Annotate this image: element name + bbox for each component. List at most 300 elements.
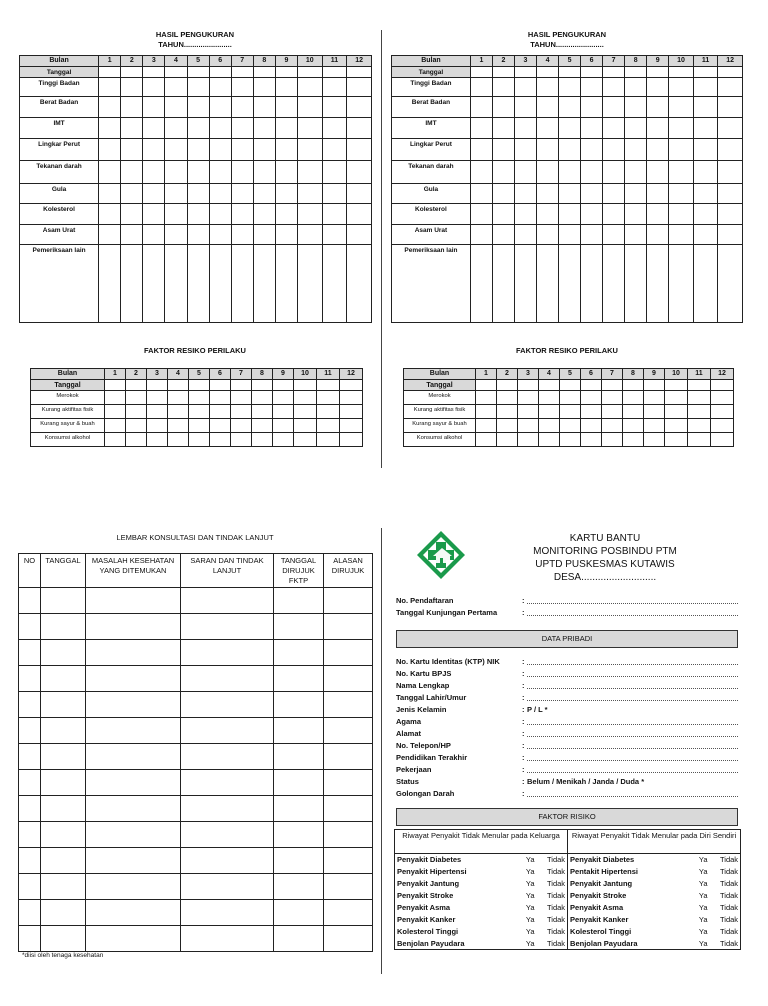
entry-cell[interactable] (324, 770, 373, 796)
entry-cell[interactable] (19, 822, 41, 848)
tidak-option[interactable]: Tidak (720, 915, 739, 924)
entry-cell[interactable] (19, 926, 41, 952)
entry-cell[interactable] (297, 245, 322, 323)
entry-cell[interactable] (470, 78, 492, 97)
entry-cell[interactable] (688, 405, 711, 419)
entry-cell[interactable] (189, 405, 210, 419)
entry-cell[interactable] (603, 161, 625, 184)
entry-cell[interactable] (347, 97, 372, 118)
entry-cell[interactable] (492, 204, 514, 225)
entry-cell[interactable] (181, 718, 274, 744)
entry-cell[interactable] (581, 67, 603, 78)
ya-option[interactable]: Ya (525, 879, 535, 888)
field-blank[interactable] (527, 676, 738, 677)
entry-cell[interactable] (623, 391, 644, 405)
ya-option[interactable]: Ya (698, 867, 708, 876)
entry-cell[interactable] (324, 640, 373, 666)
entry-cell[interactable] (252, 380, 273, 391)
entry-cell[interactable] (86, 848, 181, 874)
entry-cell[interactable] (602, 419, 623, 433)
entry-cell[interactable] (581, 97, 603, 118)
entry-cell[interactable] (273, 380, 294, 391)
ya-option[interactable]: Ya (698, 903, 708, 912)
entry-cell[interactable] (718, 67, 743, 78)
entry-cell[interactable] (274, 900, 324, 926)
entry-cell[interactable] (470, 97, 492, 118)
entry-cell[interactable] (253, 204, 275, 225)
entry-cell[interactable] (322, 204, 347, 225)
entry-cell[interactable] (143, 161, 165, 184)
entry-cell[interactable] (41, 692, 86, 718)
entry-cell[interactable] (274, 744, 324, 770)
entry-cell[interactable] (559, 118, 581, 139)
tidak-option[interactable]: Tidak (720, 903, 739, 912)
entry-cell[interactable] (581, 161, 603, 184)
entry-cell[interactable] (41, 666, 86, 692)
entry-cell[interactable] (317, 380, 340, 391)
field-blank[interactable] (527, 772, 738, 773)
entry-cell[interactable] (252, 391, 273, 405)
entry-cell[interactable] (253, 78, 275, 97)
entry-cell[interactable] (518, 405, 539, 419)
entry-cell[interactable] (518, 391, 539, 405)
entry-cell[interactable] (537, 78, 559, 97)
entry-cell[interactable] (324, 666, 373, 692)
entry-cell[interactable] (476, 391, 497, 405)
field-blank[interactable] (527, 700, 738, 701)
entry-cell[interactable] (537, 245, 559, 323)
entry-cell[interactable] (623, 419, 644, 433)
entry-cell[interactable] (99, 204, 121, 225)
entry-cell[interactable] (603, 67, 625, 78)
entry-cell[interactable] (644, 380, 665, 391)
entry-cell[interactable] (688, 419, 711, 433)
entry-cell[interactable] (718, 139, 743, 161)
tidak-option[interactable]: Tidak (720, 879, 739, 888)
entry-cell[interactable] (581, 225, 603, 245)
entry-cell[interactable] (294, 419, 317, 433)
entry-cell[interactable] (492, 118, 514, 139)
entry-cell[interactable] (19, 874, 41, 900)
entry-cell[interactable] (168, 419, 189, 433)
entry-cell[interactable] (340, 405, 363, 419)
entry-cell[interactable] (340, 433, 363, 447)
entry-cell[interactable] (297, 78, 322, 97)
entry-cell[interactable] (559, 225, 581, 245)
field-blank[interactable] (527, 736, 738, 737)
entry-cell[interactable] (41, 770, 86, 796)
entry-cell[interactable] (253, 245, 275, 323)
entry-cell[interactable] (86, 770, 181, 796)
entry-cell[interactable] (625, 78, 647, 97)
entry-cell[interactable] (625, 204, 647, 225)
entry-cell[interactable] (470, 204, 492, 225)
entry-cell[interactable] (121, 78, 143, 97)
entry-cell[interactable] (539, 380, 560, 391)
entry-cell[interactable] (602, 433, 623, 447)
entry-cell[interactable] (623, 405, 644, 419)
entry-cell[interactable] (560, 433, 581, 447)
entry-cell[interactable] (274, 874, 324, 900)
entry-cell[interactable] (294, 391, 317, 405)
entry-cell[interactable] (41, 900, 86, 926)
entry-cell[interactable] (19, 640, 41, 666)
entry-cell[interactable] (688, 433, 711, 447)
entry-cell[interactable] (121, 97, 143, 118)
ya-option[interactable]: Ya (525, 867, 535, 876)
entry-cell[interactable] (581, 139, 603, 161)
entry-cell[interactable] (324, 874, 373, 900)
entry-cell[interactable] (665, 419, 688, 433)
entry-cell[interactable] (322, 225, 347, 245)
entry-cell[interactable] (497, 405, 518, 419)
entry-cell[interactable] (518, 419, 539, 433)
entry-cell[interactable] (274, 848, 324, 874)
entry-cell[interactable] (181, 822, 274, 848)
entry-cell[interactable] (165, 245, 187, 323)
entry-cell[interactable] (297, 139, 322, 161)
entry-cell[interactable] (693, 184, 718, 204)
entry-cell[interactable] (273, 391, 294, 405)
entry-cell[interactable] (165, 118, 187, 139)
entry-cell[interactable] (181, 874, 274, 900)
entry-cell[interactable] (99, 161, 121, 184)
entry-cell[interactable] (602, 391, 623, 405)
entry-cell[interactable] (181, 926, 274, 952)
entry-cell[interactable] (324, 900, 373, 926)
entry-cell[interactable] (623, 433, 644, 447)
entry-cell[interactable] (86, 666, 181, 692)
entry-cell[interactable] (187, 161, 209, 184)
entry-cell[interactable] (187, 67, 209, 78)
entry-cell[interactable] (209, 139, 231, 161)
entry-cell[interactable] (210, 391, 231, 405)
entry-cell[interactable] (41, 588, 86, 614)
entry-cell[interactable] (581, 204, 603, 225)
entry-cell[interactable] (492, 67, 514, 78)
entry-cell[interactable] (324, 822, 373, 848)
entry-cell[interactable] (581, 419, 602, 433)
entry-cell[interactable] (41, 848, 86, 874)
entry-cell[interactable] (181, 588, 274, 614)
entry-cell[interactable] (317, 405, 340, 419)
field-blank[interactable] (527, 760, 738, 761)
entry-cell[interactable] (625, 184, 647, 204)
entry-cell[interactable] (274, 718, 324, 744)
ya-option[interactable]: Ya (525, 855, 535, 865)
entry-cell[interactable] (297, 184, 322, 204)
entry-cell[interactable] (625, 225, 647, 245)
entry-cell[interactable] (99, 225, 121, 245)
entry-cell[interactable] (693, 139, 718, 161)
entry-cell[interactable] (581, 380, 602, 391)
entry-cell[interactable] (297, 225, 322, 245)
entry-cell[interactable] (275, 118, 297, 139)
entry-cell[interactable] (99, 139, 121, 161)
entry-cell[interactable] (105, 405, 126, 419)
entry-cell[interactable] (470, 245, 492, 323)
field-blank[interactable] (527, 748, 738, 749)
tidak-option[interactable]: Tidak (720, 891, 739, 900)
entry-cell[interactable] (274, 770, 324, 796)
entry-cell[interactable] (86, 718, 181, 744)
entry-cell[interactable] (168, 380, 189, 391)
entry-cell[interactable] (86, 822, 181, 848)
entry-cell[interactable] (181, 770, 274, 796)
entry-cell[interactable] (669, 225, 694, 245)
entry-cell[interactable] (665, 433, 688, 447)
entry-cell[interactable] (711, 391, 734, 405)
entry-cell[interactable] (470, 184, 492, 204)
entry-cell[interactable] (669, 78, 694, 97)
entry-cell[interactable] (711, 405, 734, 419)
entry-cell[interactable] (693, 225, 718, 245)
entry-cell[interactable] (126, 433, 147, 447)
entry-cell[interactable] (86, 926, 181, 952)
entry-cell[interactable] (322, 67, 347, 78)
entry-cell[interactable] (143, 204, 165, 225)
entry-cell[interactable] (231, 161, 253, 184)
entry-cell[interactable] (718, 225, 743, 245)
entry-cell[interactable] (647, 245, 669, 323)
entry-cell[interactable] (168, 433, 189, 447)
entry-cell[interactable] (603, 225, 625, 245)
entry-cell[interactable] (231, 78, 253, 97)
entry-cell[interactable] (86, 588, 181, 614)
entry-cell[interactable] (514, 118, 536, 139)
entry-cell[interactable] (324, 692, 373, 718)
entry-cell[interactable] (322, 97, 347, 118)
entry-cell[interactable] (210, 405, 231, 419)
ya-option[interactable]: Ya (698, 879, 708, 888)
entry-cell[interactable] (693, 161, 718, 184)
entry-cell[interactable] (340, 391, 363, 405)
entry-cell[interactable] (322, 184, 347, 204)
entry-cell[interactable] (603, 245, 625, 323)
entry-cell[interactable] (19, 692, 41, 718)
entry-cell[interactable] (317, 419, 340, 433)
entry-cell[interactable] (231, 225, 253, 245)
entry-cell[interactable] (297, 204, 322, 225)
entry-cell[interactable] (147, 405, 168, 419)
entry-cell[interactable] (581, 405, 602, 419)
entry-cell[interactable] (19, 744, 41, 770)
entry-cell[interactable] (209, 78, 231, 97)
entry-cell[interactable] (492, 78, 514, 97)
entry-cell[interactable] (497, 433, 518, 447)
entry-cell[interactable] (603, 204, 625, 225)
entry-cell[interactable] (126, 380, 147, 391)
entry-cell[interactable] (324, 796, 373, 822)
entry-cell[interactable] (168, 391, 189, 405)
entry-cell[interactable] (189, 419, 210, 433)
entry-cell[interactable] (19, 614, 41, 640)
entry-cell[interactable] (121, 118, 143, 139)
ya-option[interactable]: Ya (525, 915, 535, 924)
entry-cell[interactable] (105, 380, 126, 391)
entry-cell[interactable] (126, 419, 147, 433)
entry-cell[interactable] (669, 97, 694, 118)
entry-cell[interactable] (711, 433, 734, 447)
entry-cell[interactable] (252, 405, 273, 419)
entry-cell[interactable] (718, 78, 743, 97)
entry-cell[interactable] (669, 161, 694, 184)
entry-cell[interactable] (647, 97, 669, 118)
entry-cell[interactable] (121, 245, 143, 323)
entry-cell[interactable] (324, 744, 373, 770)
entry-cell[interactable] (514, 67, 536, 78)
entry-cell[interactable] (209, 204, 231, 225)
entry-cell[interactable] (253, 139, 275, 161)
entry-cell[interactable] (718, 245, 743, 323)
entry-cell[interactable] (274, 822, 324, 848)
entry-cell[interactable] (718, 161, 743, 184)
entry-cell[interactable] (165, 225, 187, 245)
entry-cell[interactable] (231, 405, 252, 419)
entry-cell[interactable] (470, 161, 492, 184)
entry-cell[interactable] (19, 718, 41, 744)
entry-cell[interactable] (147, 391, 168, 405)
entry-cell[interactable] (274, 692, 324, 718)
entry-cell[interactable] (665, 405, 688, 419)
entry-cell[interactable] (143, 67, 165, 78)
entry-cell[interactable] (711, 380, 734, 391)
entry-cell[interactable] (19, 588, 41, 614)
tidak-option[interactable]: Tidak (720, 867, 739, 876)
entry-cell[interactable] (121, 161, 143, 184)
entry-cell[interactable] (275, 245, 297, 323)
entry-cell[interactable] (539, 405, 560, 419)
entry-cell[interactable] (294, 433, 317, 447)
entry-cell[interactable] (126, 391, 147, 405)
entry-cell[interactable] (147, 419, 168, 433)
entry-cell[interactable] (99, 97, 121, 118)
entry-cell[interactable] (537, 184, 559, 204)
entry-cell[interactable] (105, 391, 126, 405)
entry-cell[interactable] (121, 67, 143, 78)
entry-cell[interactable] (625, 139, 647, 161)
entry-cell[interactable] (347, 118, 372, 139)
entry-cell[interactable] (322, 245, 347, 323)
entry-cell[interactable] (560, 419, 581, 433)
entry-cell[interactable] (623, 380, 644, 391)
entry-cell[interactable] (147, 433, 168, 447)
field-blank[interactable] (527, 664, 738, 665)
entry-cell[interactable] (644, 405, 665, 419)
entry-cell[interactable] (492, 245, 514, 323)
entry-cell[interactable] (324, 848, 373, 874)
entry-cell[interactable] (317, 433, 340, 447)
ya-option[interactable]: Ya (698, 915, 708, 924)
entry-cell[interactable] (252, 433, 273, 447)
entry-cell[interactable] (688, 391, 711, 405)
entry-cell[interactable] (347, 139, 372, 161)
entry-cell[interactable] (19, 848, 41, 874)
entry-cell[interactable] (322, 139, 347, 161)
entry-cell[interactable] (514, 97, 536, 118)
entry-cell[interactable] (147, 380, 168, 391)
tidak-option[interactable]: Tidak (537, 878, 568, 890)
entry-cell[interactable] (253, 225, 275, 245)
entry-cell[interactable] (347, 225, 372, 245)
entry-cell[interactable] (274, 640, 324, 666)
tidak-option[interactable]: Tidak (537, 854, 568, 866)
ya-option[interactable]: Ya (698, 891, 708, 900)
entry-cell[interactable] (322, 78, 347, 97)
entry-cell[interactable] (126, 405, 147, 419)
entry-cell[interactable] (181, 640, 274, 666)
entry-cell[interactable] (693, 245, 718, 323)
entry-cell[interactable] (470, 139, 492, 161)
entry-cell[interactable] (231, 118, 253, 139)
entry-cell[interactable] (539, 391, 560, 405)
entry-cell[interactable] (274, 614, 324, 640)
ya-option[interactable]: Ya (698, 855, 708, 865)
entry-cell[interactable] (189, 380, 210, 391)
entry-cell[interactable] (603, 118, 625, 139)
entry-cell[interactable] (581, 245, 603, 323)
entry-cell[interactable] (497, 391, 518, 405)
entry-cell[interactable] (603, 184, 625, 204)
entry-cell[interactable] (273, 433, 294, 447)
entry-cell[interactable] (669, 139, 694, 161)
entry-cell[interactable] (143, 245, 165, 323)
entry-cell[interactable] (470, 118, 492, 139)
entry-cell[interactable] (253, 67, 275, 78)
entry-cell[interactable] (324, 718, 373, 744)
ya-option[interactable]: Ya (698, 927, 708, 936)
entry-cell[interactable] (19, 666, 41, 692)
entry-cell[interactable] (187, 184, 209, 204)
entry-cell[interactable] (165, 139, 187, 161)
entry-cell[interactable] (297, 67, 322, 78)
entry-cell[interactable] (143, 118, 165, 139)
entry-cell[interactable] (625, 97, 647, 118)
entry-cell[interactable] (669, 245, 694, 323)
entry-cell[interactable] (537, 225, 559, 245)
entry-cell[interactable] (514, 161, 536, 184)
entry-cell[interactable] (294, 405, 317, 419)
entry-cell[interactable] (86, 874, 181, 900)
entry-cell[interactable] (560, 405, 581, 419)
entry-cell[interactable] (165, 67, 187, 78)
entry-cell[interactable] (275, 161, 297, 184)
entry-cell[interactable] (347, 204, 372, 225)
entry-cell[interactable] (143, 97, 165, 118)
entry-cell[interactable] (121, 225, 143, 245)
entry-cell[interactable] (581, 433, 602, 447)
entry-cell[interactable] (644, 419, 665, 433)
field-blank[interactable] (527, 688, 738, 689)
entry-cell[interactable] (41, 796, 86, 822)
entry-cell[interactable] (273, 419, 294, 433)
entry-cell[interactable] (665, 380, 688, 391)
entry-cell[interactable] (539, 419, 560, 433)
entry-cell[interactable] (497, 380, 518, 391)
entry-cell[interactable] (231, 380, 252, 391)
entry-cell[interactable] (647, 204, 669, 225)
entry-cell[interactable] (647, 184, 669, 204)
entry-cell[interactable] (514, 184, 536, 204)
entry-cell[interactable] (294, 380, 317, 391)
entry-cell[interactable] (669, 67, 694, 78)
entry-cell[interactable] (537, 97, 559, 118)
entry-cell[interactable] (665, 391, 688, 405)
entry-cell[interactable] (231, 391, 252, 405)
entry-cell[interactable] (209, 161, 231, 184)
entry-cell[interactable] (41, 874, 86, 900)
ya-option[interactable]: Ya (525, 938, 535, 948)
